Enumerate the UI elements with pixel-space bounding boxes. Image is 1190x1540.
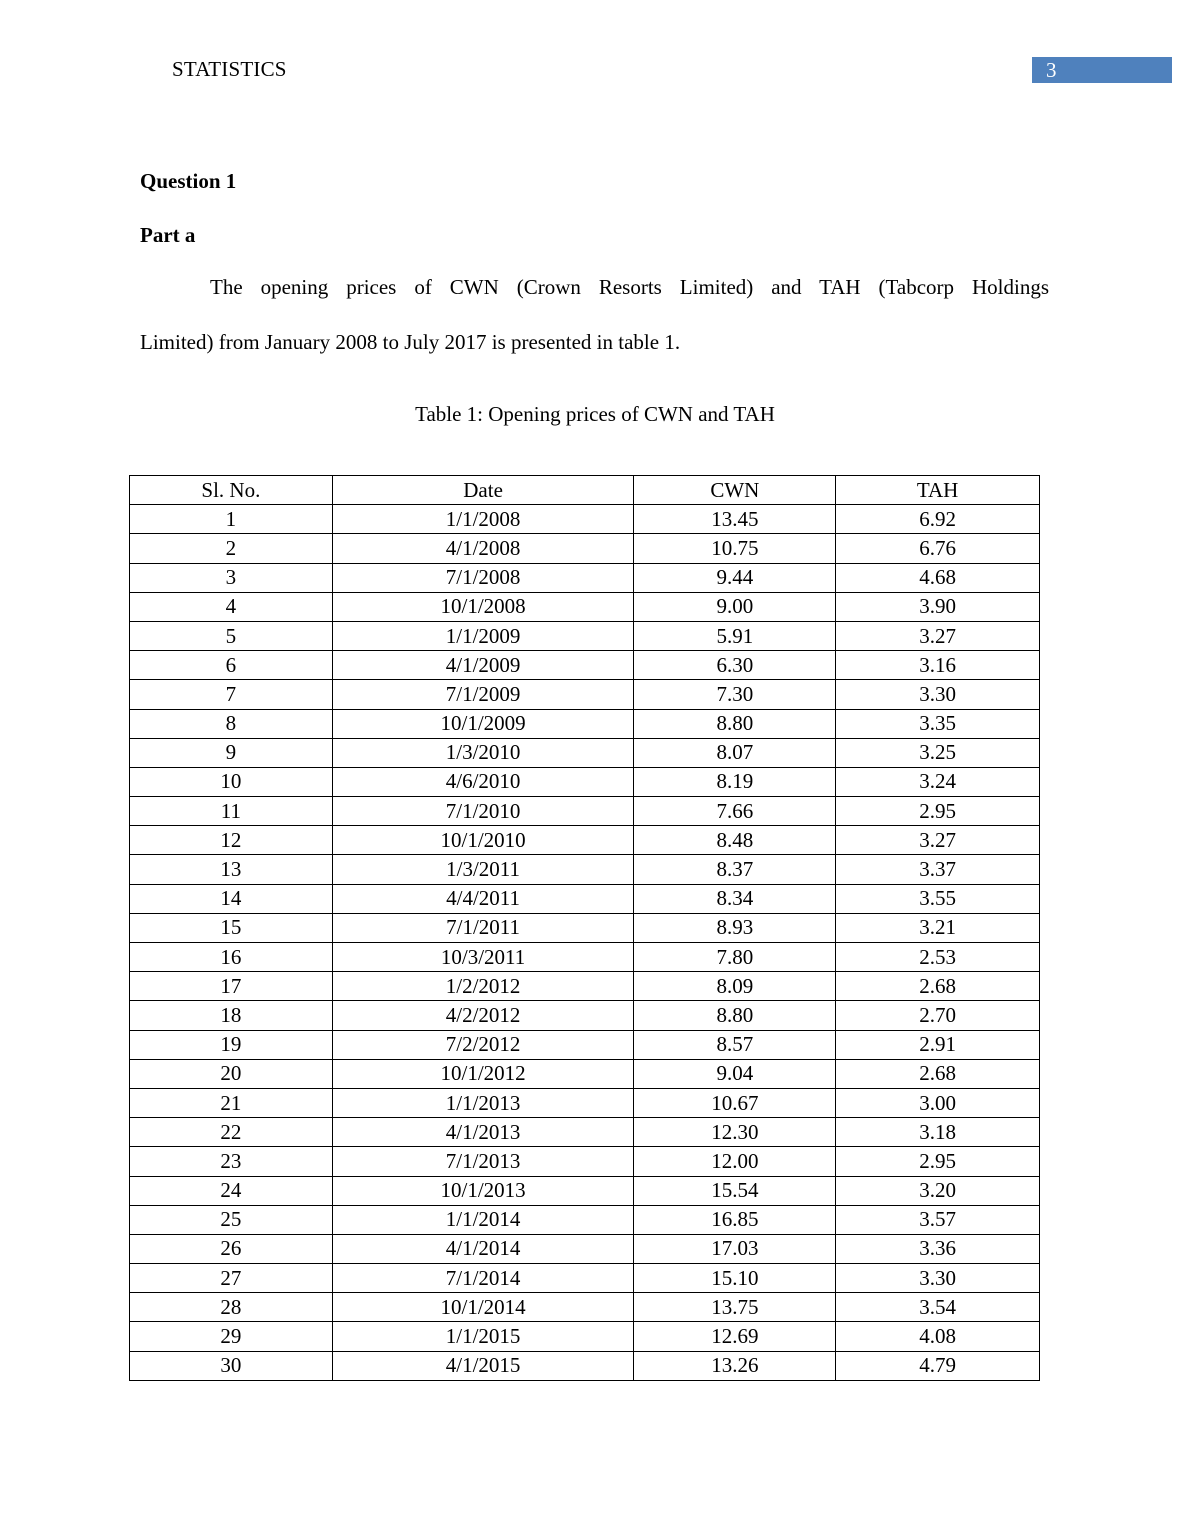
cell-date: 7/1/2008 (332, 563, 634, 592)
cell-tah: 3.57 (836, 1205, 1040, 1234)
cell-tah: 3.21 (836, 913, 1040, 942)
column-header-sl-no: Sl. No. (130, 476, 333, 505)
cell-sl-no: 28 (130, 1293, 333, 1322)
cell-sl-no: 30 (130, 1351, 333, 1380)
cell-sl-no: 14 (130, 884, 333, 913)
table-row (130, 651, 1040, 680)
table-row (130, 1351, 1040, 1380)
cell-date: 7/1/2013 (332, 1147, 634, 1176)
cell-date: 4/1/2008 (332, 534, 634, 563)
table-row (130, 1234, 1040, 1263)
cell-cwn: 12.30 (634, 1118, 836, 1147)
table-row (130, 505, 1040, 534)
cell-date: 10/1/2013 (332, 1176, 634, 1205)
column-header-cwn: CWN (634, 476, 836, 505)
cell-tah: 3.27 (836, 826, 1040, 855)
cell-tah: 4.79 (836, 1351, 1040, 1380)
table-row (130, 855, 1040, 884)
cell-sl-no: 8 (130, 709, 333, 738)
cell-sl-no: 17 (130, 972, 333, 1001)
cell-date: 1/3/2011 (332, 855, 634, 884)
cell-sl-no: 9 (130, 738, 333, 767)
prices-table (129, 475, 1040, 1381)
table-row (130, 563, 1040, 592)
cell-cwn: 10.67 (634, 1088, 836, 1117)
cell-cwn: 15.10 (634, 1264, 836, 1293)
table-row (130, 1322, 1040, 1351)
cell-cwn: 9.00 (634, 592, 836, 621)
cell-date: 4/1/2014 (332, 1234, 634, 1263)
table-row (130, 1059, 1040, 1088)
cell-cwn: 8.09 (634, 972, 836, 1001)
cell-date: 10/1/2008 (332, 592, 634, 621)
cell-tah: 3.20 (836, 1176, 1040, 1205)
cell-sl-no: 19 (130, 1030, 333, 1059)
cell-tah: 2.95 (836, 1147, 1040, 1176)
cell-tah: 2.70 (836, 1001, 1040, 1030)
cell-tah: 4.68 (836, 563, 1040, 592)
cell-cwn: 7.66 (634, 797, 836, 826)
cell-tah: 3.37 (836, 855, 1040, 884)
cell-date: 7/1/2014 (332, 1264, 634, 1293)
cell-date: 1/1/2009 (332, 621, 634, 650)
paragraph-line-1: The opening prices of CWN (Crown Resorts Limited) and TAH (Tabcorp Holdings (210, 275, 1049, 299)
page-number: 3 (1032, 57, 1172, 83)
cell-tah: 2.53 (836, 943, 1040, 972)
table-row (130, 972, 1040, 1001)
cell-sl-no: 11 (130, 797, 333, 826)
cell-cwn: 15.54 (634, 1176, 836, 1205)
cell-date: 1/1/2013 (332, 1088, 634, 1117)
cell-tah: 3.00 (836, 1088, 1040, 1117)
cell-cwn: 12.00 (634, 1147, 836, 1176)
cell-cwn: 8.80 (634, 1001, 836, 1030)
cell-date: 4/2/2012 (332, 1001, 634, 1030)
cell-sl-no: 7 (130, 680, 333, 709)
table-row (130, 1118, 1040, 1147)
column-header-date: Date (332, 476, 634, 505)
cell-cwn: 13.45 (634, 505, 836, 534)
cell-date: 7/1/2009 (332, 680, 634, 709)
cell-tah: 3.16 (836, 651, 1040, 680)
cell-cwn: 8.07 (634, 738, 836, 767)
question-heading: Question 1 (140, 169, 237, 193)
table-row (130, 767, 1040, 796)
cell-date: 7/1/2011 (332, 913, 634, 942)
table-row (130, 1176, 1040, 1205)
cell-date: 1/1/2008 (332, 505, 634, 534)
cell-tah: 3.18 (836, 1118, 1040, 1147)
table-header-row (130, 476, 1040, 505)
cell-sl-no: 12 (130, 826, 333, 855)
cell-sl-no: 4 (130, 592, 333, 621)
column-header-tah: TAH (836, 476, 1040, 505)
cell-tah: 3.27 (836, 621, 1040, 650)
cell-cwn: 9.44 (634, 563, 836, 592)
table-row (130, 709, 1040, 738)
cell-sl-no: 23 (130, 1147, 333, 1176)
cell-cwn: 17.03 (634, 1234, 836, 1263)
running-head: STATISTICS (172, 57, 287, 81)
cell-date: 1/1/2015 (332, 1322, 634, 1351)
cell-date: 1/3/2010 (332, 738, 634, 767)
paragraph-line-2: Limited) from January 2008 to July 2017 is presented in table 1. (140, 330, 681, 354)
table-body (130, 505, 1040, 1381)
cell-sl-no: 20 (130, 1059, 333, 1088)
cell-sl-no: 2 (130, 534, 333, 563)
cell-cwn: 8.80 (634, 709, 836, 738)
table-row (130, 797, 1040, 826)
table-row (130, 943, 1040, 972)
cell-date: 4/1/2009 (332, 651, 634, 680)
cell-date: 4/6/2010 (332, 767, 634, 796)
cell-date: 10/1/2012 (332, 1059, 634, 1088)
cell-date: 4/4/2011 (332, 884, 634, 913)
cell-cwn: 8.48 (634, 826, 836, 855)
table-row (130, 680, 1040, 709)
cell-sl-no: 1 (130, 505, 333, 534)
cell-date: 4/1/2013 (332, 1118, 634, 1147)
cell-date: 10/1/2009 (332, 709, 634, 738)
table-row (130, 1264, 1040, 1293)
cell-sl-no: 3 (130, 563, 333, 592)
cell-cwn: 5.91 (634, 621, 836, 650)
cell-tah: 3.30 (836, 680, 1040, 709)
cell-tah: 6.92 (836, 505, 1040, 534)
cell-cwn: 8.19 (634, 767, 836, 796)
cell-date: 7/1/2010 (332, 797, 634, 826)
cell-cwn: 13.75 (634, 1293, 836, 1322)
table-row (130, 1088, 1040, 1117)
cell-date: 1/1/2014 (332, 1205, 634, 1234)
cell-tah: 2.68 (836, 1059, 1040, 1088)
table-row (130, 1030, 1040, 1059)
cell-sl-no: 27 (130, 1264, 333, 1293)
cell-tah: 3.54 (836, 1293, 1040, 1322)
cell-tah: 3.36 (836, 1234, 1040, 1263)
cell-date: 10/1/2010 (332, 826, 634, 855)
cell-tah: 3.24 (836, 767, 1040, 796)
cell-cwn: 12.69 (634, 1322, 836, 1351)
cell-tah: 3.90 (836, 592, 1040, 621)
cell-sl-no: 21 (130, 1088, 333, 1117)
cell-sl-no: 13 (130, 855, 333, 884)
cell-cwn: 6.30 (634, 651, 836, 680)
table-row (130, 913, 1040, 942)
cell-tah: 4.08 (836, 1322, 1040, 1351)
cell-sl-no: 15 (130, 913, 333, 942)
cell-date: 4/1/2015 (332, 1351, 634, 1380)
cell-tah: 3.35 (836, 709, 1040, 738)
table-row (130, 592, 1040, 621)
table-row (130, 738, 1040, 767)
cell-sl-no: 26 (130, 1234, 333, 1263)
cell-sl-no: 6 (130, 651, 333, 680)
cell-date: 10/3/2011 (332, 943, 634, 972)
table-row (130, 534, 1040, 563)
cell-sl-no: 25 (130, 1205, 333, 1234)
cell-tah: 2.68 (836, 972, 1040, 1001)
table-row (130, 1293, 1040, 1322)
table-row (130, 826, 1040, 855)
cell-sl-no: 10 (130, 767, 333, 796)
table-row (130, 884, 1040, 913)
cell-tah: 2.95 (836, 797, 1040, 826)
cell-cwn: 16.85 (634, 1205, 836, 1234)
cell-cwn: 7.80 (634, 943, 836, 972)
cell-tah: 3.55 (836, 884, 1040, 913)
cell-cwn: 7.30 (634, 680, 836, 709)
cell-cwn: 13.26 (634, 1351, 836, 1380)
cell-cwn: 10.75 (634, 534, 836, 563)
table-row (130, 1205, 1040, 1234)
part-heading: Part a (140, 223, 196, 247)
cell-cwn: 8.57 (634, 1030, 836, 1059)
cell-tah: 6.76 (836, 534, 1040, 563)
cell-cwn: 9.04 (634, 1059, 836, 1088)
cell-tah: 2.91 (836, 1030, 1040, 1059)
cell-sl-no: 24 (130, 1176, 333, 1205)
cell-sl-no: 29 (130, 1322, 333, 1351)
cell-date: 7/2/2012 (332, 1030, 634, 1059)
cell-cwn: 8.34 (634, 884, 836, 913)
table-row (130, 621, 1040, 650)
cell-date: 10/1/2014 (332, 1293, 634, 1322)
cell-sl-no: 22 (130, 1118, 333, 1147)
cell-tah: 3.30 (836, 1264, 1040, 1293)
table-caption: Table 1: Opening prices of CWN and TAH (415, 402, 775, 426)
cell-tah: 3.25 (836, 738, 1040, 767)
cell-sl-no: 5 (130, 621, 333, 650)
cell-date: 1/2/2012 (332, 972, 634, 1001)
cell-cwn: 8.37 (634, 855, 836, 884)
table-row (130, 1001, 1040, 1030)
table-row (130, 1147, 1040, 1176)
cell-sl-no: 18 (130, 1001, 333, 1030)
cell-cwn: 8.93 (634, 913, 836, 942)
cell-sl-no: 16 (130, 943, 333, 972)
